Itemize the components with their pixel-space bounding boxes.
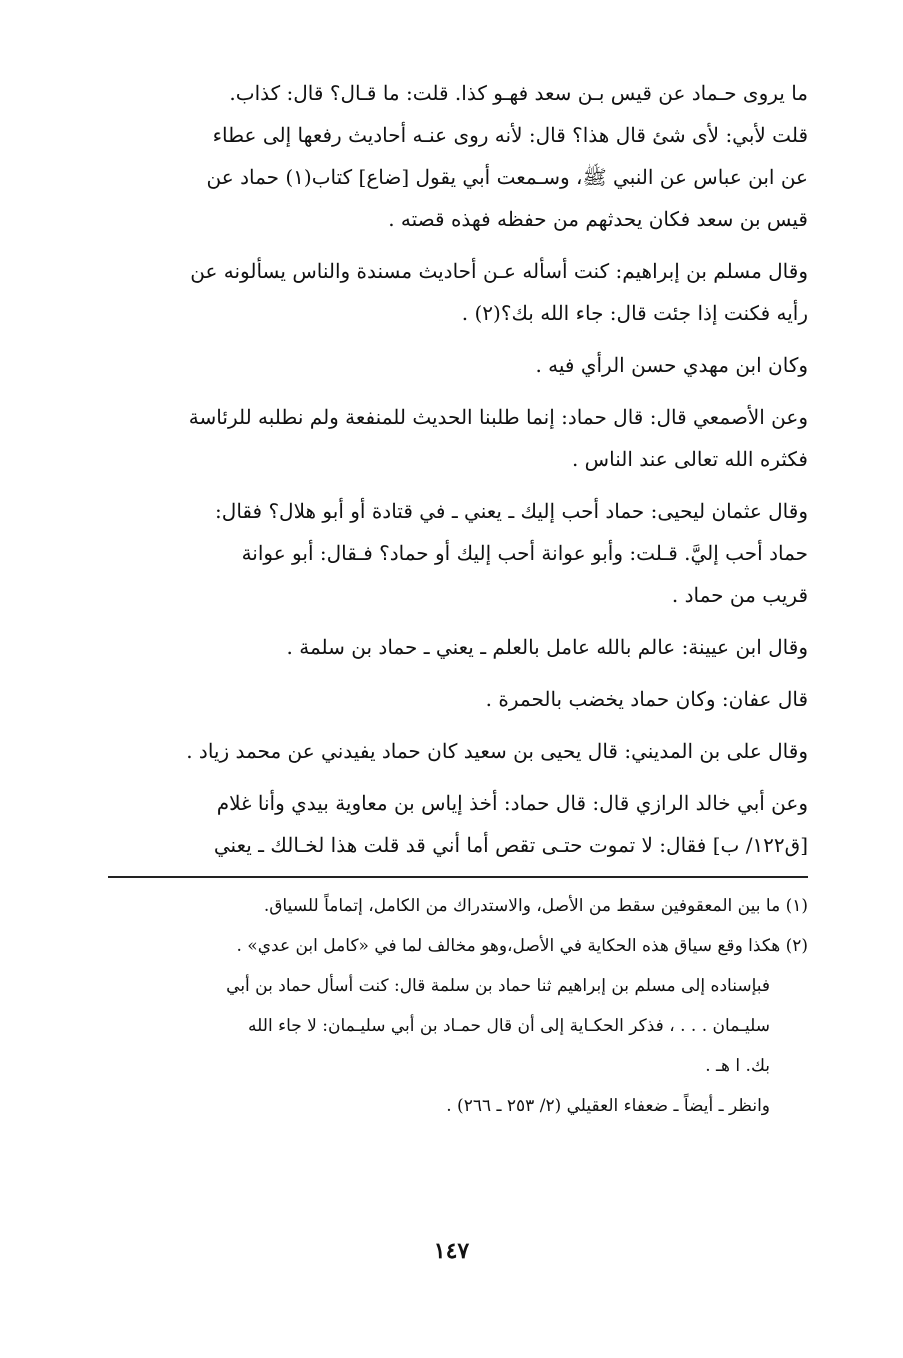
text-line: وقال على بن المديني: قال يحيى بن سعيد كان حماد يفيدني عن محمد زياد . xyxy=(186,739,808,763)
footnote-2-line: سليـمان . . . ، فذكر الحكـاية إلى أن قال حمـاد بن أبي سليـمان: لا جاء الله xyxy=(248,1016,770,1036)
paragraph xyxy=(108,678,808,720)
footnote-2: (٢) هكذا وقع سياق هذه الحكاية في الأصل،وهو مخالف لما في «كامل ابن عدي» . xyxy=(236,936,808,956)
text-line: قيس بن سعد فكان يحدثهم من حفظه فهذه قصته . xyxy=(388,207,808,231)
paragraph xyxy=(108,730,808,772)
text-line: وكان ابن مهدي حسن الرأي فيه . xyxy=(535,353,808,377)
text-line: وعن الأصمعي قال: قال حماد: إنما طلبنا الحديث للمنفعة ولم نطلبه للرئاسة xyxy=(188,405,808,429)
text-line: وقال عثمان ليحيى: حماد أحب إليك ـ يعني ـ في قتادة أو أبو هلال؟ فقال: xyxy=(215,499,808,523)
text-line: وعن أبي خالد الرازي قال: قال حماد: أخذ إياس بن معاوية بيدي وأنا غلام xyxy=(216,791,808,815)
page-number: ١٤٧ xyxy=(433,1238,470,1264)
text-line: عن ابن عباس عن النبي ﷺ، وسـمعت أبي يقول [ضاع] كتاب(١) حماد عن xyxy=(206,165,808,189)
text-line: [ق١٢٢/ ب] فقال: لا تموت حتـى تقص أما أني قد قلت هذا لخـالك ـ يعني xyxy=(213,833,808,857)
text-line: ما يروى حـماد عن قيس بـن سعد فهـو كذا. قلت: ما قـال؟ قال: كذاب. xyxy=(229,81,808,105)
text-line: قريب من حماد . xyxy=(671,583,808,607)
footnote-1: (١) ما بين المعقوفين سقط من الأصل، والاستدراك من الكامل، إتماماً للسياق. xyxy=(263,896,808,916)
paragraph xyxy=(108,490,808,616)
paragraph xyxy=(108,396,808,480)
footnote-2-see-also: وانظر ـ أيضاً ـ ضعفاء العقيلي (٢/ ٢٥٣ ـ ٢٦٦) . xyxy=(446,1096,770,1116)
footnotes xyxy=(108,886,808,1126)
text-line: رأيه فكنت إذا جئت قال: جاء الله بك؟(٢) . xyxy=(461,301,808,325)
text-line: قلت لأبي: لأى شئ قال هذا؟ قال: لأنه روى عنـه أحاديث رفعها إلى عطاء xyxy=(212,123,808,147)
text-line: وقال مسلم بن إبراهيم: كنت أسأله عـن أحاديث مسندة والناس يسألونه عن xyxy=(190,259,808,283)
text-line: قال عفان: وكان حماد يخضب بالحمرة . xyxy=(485,687,808,711)
text-line: حماد أحب إليَّ. قـلت: وأبو عوانة أحب إليك أو حماد؟ فـقال: أبو عوانة xyxy=(241,541,808,565)
paragraph xyxy=(108,344,808,386)
footnote-2-line: بك. ا هـ . xyxy=(705,1056,770,1076)
text-line: وقال ابن عيينة: عالم بالله عامل بالعلم ـ يعني ـ حماد بن سلمة . xyxy=(286,635,808,659)
page-body xyxy=(108,72,808,1126)
text-line: فكثره الله تعالى عند الناس . xyxy=(571,447,808,471)
paragraph xyxy=(108,72,808,240)
paragraph xyxy=(108,782,808,866)
footnote-2-line: فبإسناده إلى مسلم بن إبراهيم ثنا حماد بن سلمة قال: كنت أسأل حماد بن أبي xyxy=(226,976,770,996)
paragraph xyxy=(108,626,808,668)
footnote-divider xyxy=(108,876,808,878)
paragraph xyxy=(108,250,808,334)
